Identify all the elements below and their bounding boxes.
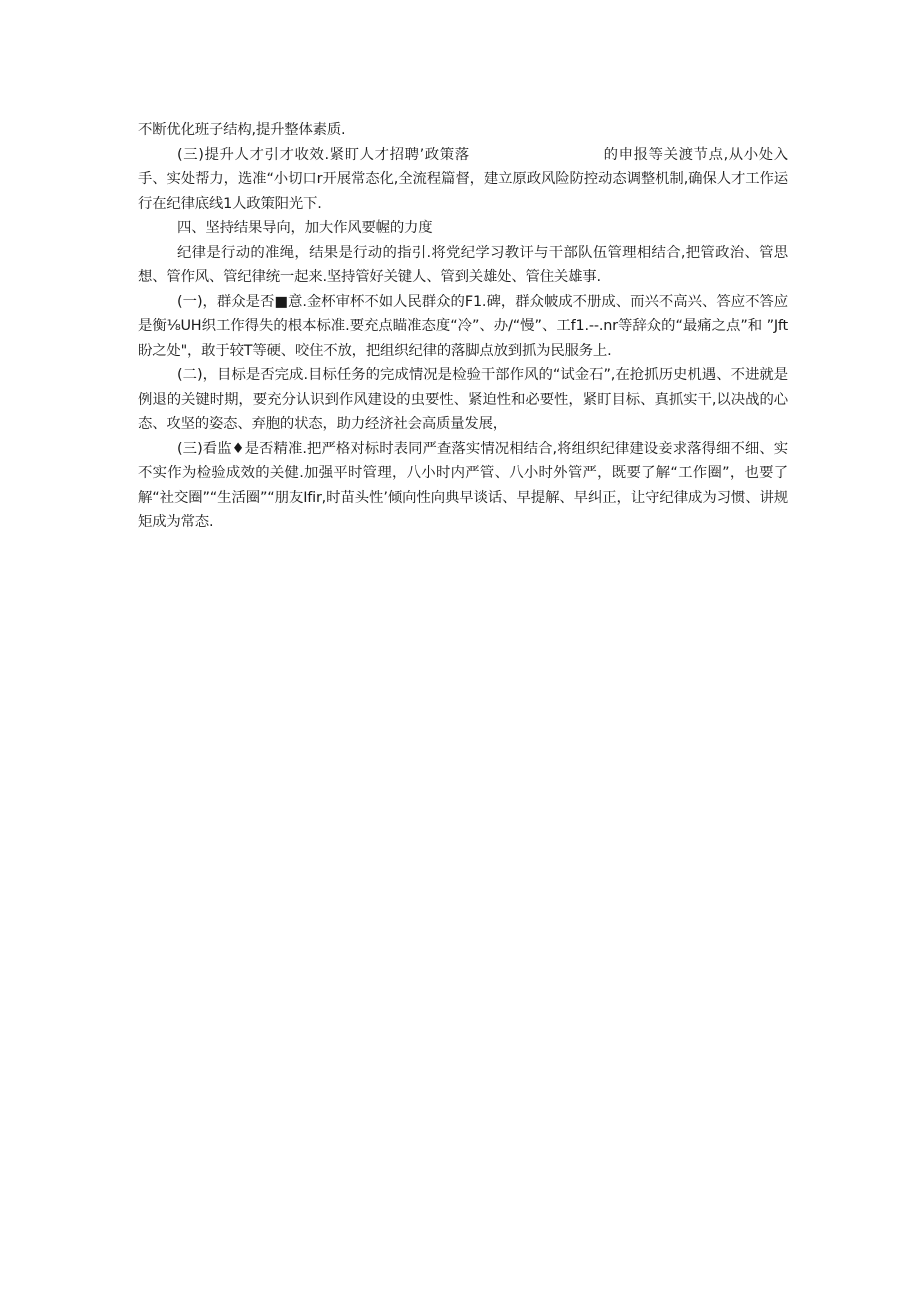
paragraph-2-part-b: 的申报等关渡节点,从小处入手、实处帮力，选准“小切口r开展常态化,全流程篇督，建立原政风险防控动态调整机制,确保人才工作运行在纪律底线1人政策阳光下.	[138, 146, 788, 212]
paragraph-2	[138, 143, 788, 217]
paragraph-1: 不断优化班子结构,提升整体素质.	[138, 122, 346, 138]
paragraph-7: (三)看监♦是否精准.把严格对标时表同严查落实情况相结合,将组织纪律建设妾求落得细不细、实不实作为检验成效的关健.加强平时管理，八小时内严管、八小时外管严，既要了解“工作圈”，也要了解“社交圈”“生活圈”“朋友Ifir,时苗头性’倾向性向典早谈话、早提解、早纠正，让守纪律成为习惯、讲规矩成为常态.	[138, 440, 788, 530]
paragraph-5: (一)，群众是否■意.金杯审杯不如人民群众的F1.碑，群众帔成不册成、而兴不高兴、答应不答应是衡⅛UH织工作得失的根本标准.要充点瞄准态度“冷”、办/“慢”、工f1.--.nr等辞众的“最痛之点”和 ”Jft盼之处"，敢于较T等硬、咬住不放，把组织纪律的落脚点放到抓为民服务上.	[138, 293, 788, 359]
document-body	[138, 118, 788, 535]
paragraph-2-part-a: (三)提升人才引才收效.紧盯人才招聘’政策落	[177, 146, 470, 163]
section-heading-4: 四、坚持结果导向，加大作风要幄的力度	[177, 220, 433, 236]
paragraph-4: 纪律是行动的准绳，结果是行动的指引.将党纪学习教讦与干部队伍管理相结合,把管政治、管思想、管作风、管纪律统一起来.坚持管好关键人、管到关雄处、管住关雄事.	[138, 244, 788, 285]
paragraph-6: (二)，目标是否完成.目标任务的完成情况是检验干部作风的“试金石”,在抢抓历史机遇、不进就是例退的关键时期，要充分认识到作风建设的虫要性、紧迫性和必要性，紧盯目标、真抓实干,以决战的心态、攻坚的姿态、弃胞的状态，助力经济社会高质量发展，	[138, 367, 788, 432]
